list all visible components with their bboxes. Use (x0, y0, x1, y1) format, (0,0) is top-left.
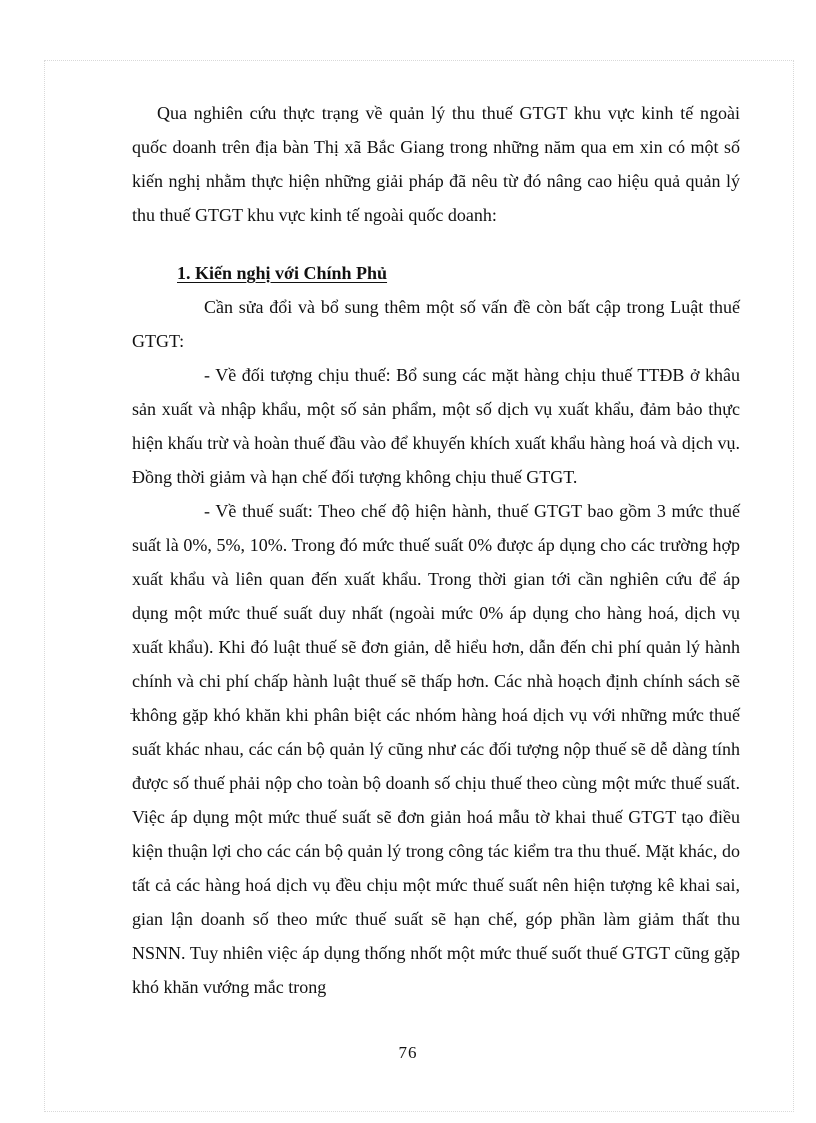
lead-paragraph: Cần sửa đổi và bổ sung thêm một số vấn đề còn bất cập trong Luật thuế GTGT: (132, 297, 740, 351)
section-heading: 1. Kiến nghị với Chính Phủ (177, 263, 388, 283)
bullet-paragraph-subject: - Về đối tượng chịu thuế: Bổ sung các mặt hàng chịu thuế TTĐB ở khâu sản xuất và nhập khẩu, một số sản phẩm, một số dịch vụ xuất khẩu, đảm bảo thực hiện khấu trừ và hoàn thuế đầu vào để khuyến khích xuất khẩu hàng hoá và dịch vụ. Đồng thời giảm và hạn chế đối tượng không chịu thuế GTGT. (132, 365, 740, 487)
intro-paragraph: Qua nghiên cứu thực trạng về quản lý thu thuế GTGT khu vực kinh tế ngoài quốc doanh trên địa bàn Thị xã Bắc Giang trong những năm qua em xin có một số kiến nghị nhằm thực hiện những giải pháp đã nêu từ đó nâng cao hiệu quả quản lý thu thuế GTGT khu vực kinh tế ngoài quốc doanh: (132, 103, 740, 225)
page-number: 76 (398, 1043, 418, 1062)
bullet-paragraph-tax-rate: - Về thuế suất: Theo chế độ hiện hành, thuế GTGT bao gồm 3 mức thuế suất là 0%, 5%, 10%. Trong đó mức thuế suất 0% được áp dụng cho các trường hợp xuất khẩu và liên quan đến xuất khẩu. Trong thời gian tới cần nghiên cứu để áp dụng một mức thuế suất duy nhất (ngoài mức 0% áp dụng cho hàng hoá, dịch vụ xuất khẩu). Khi đó luật thuế sẽ đơn giản, dễ hiểu hơn, dẫn đến chi phí quản lý hành chính và chi phí chấp hành luật thuế sẽ thấp hơn. Các nhà hoạch định chính sách sẽ không gặp khó khăn khi phân biệt các nhóm hàng hoá dịch vụ với những mức thuế suất khác nhau, các cán bộ quản lý cũng như các đối tượng nộp thuế sẽ dễ dàng tính được số thuế phải nộp cho toàn bộ doanh số chịu thuế theo cùng một mức thuế suất. Việc áp dụng một mức thuế suất sẽ đơn giản hoá mẫu tờ khai thuế GTGT tạo điều kiện thuận lợi cho các cán bộ quản lý trong công tác kiểm tra thu thuế. Mặt khác, do tất cả các hàng hoá dịch vụ đều chịu một mức thuế suất nên hiện tượng kê khai sai, gian lận doanh số theo mức thuế suất sẽ hạn chế, góp phần làm giảm thất thu NSNN. Tuy nhiên việc áp dụng thống nhốt một mức thuế suốt thuế GTGT cũng gặp khó khăn vướng mắc trong (132, 501, 740, 997)
document-body (132, 96, 740, 1004)
